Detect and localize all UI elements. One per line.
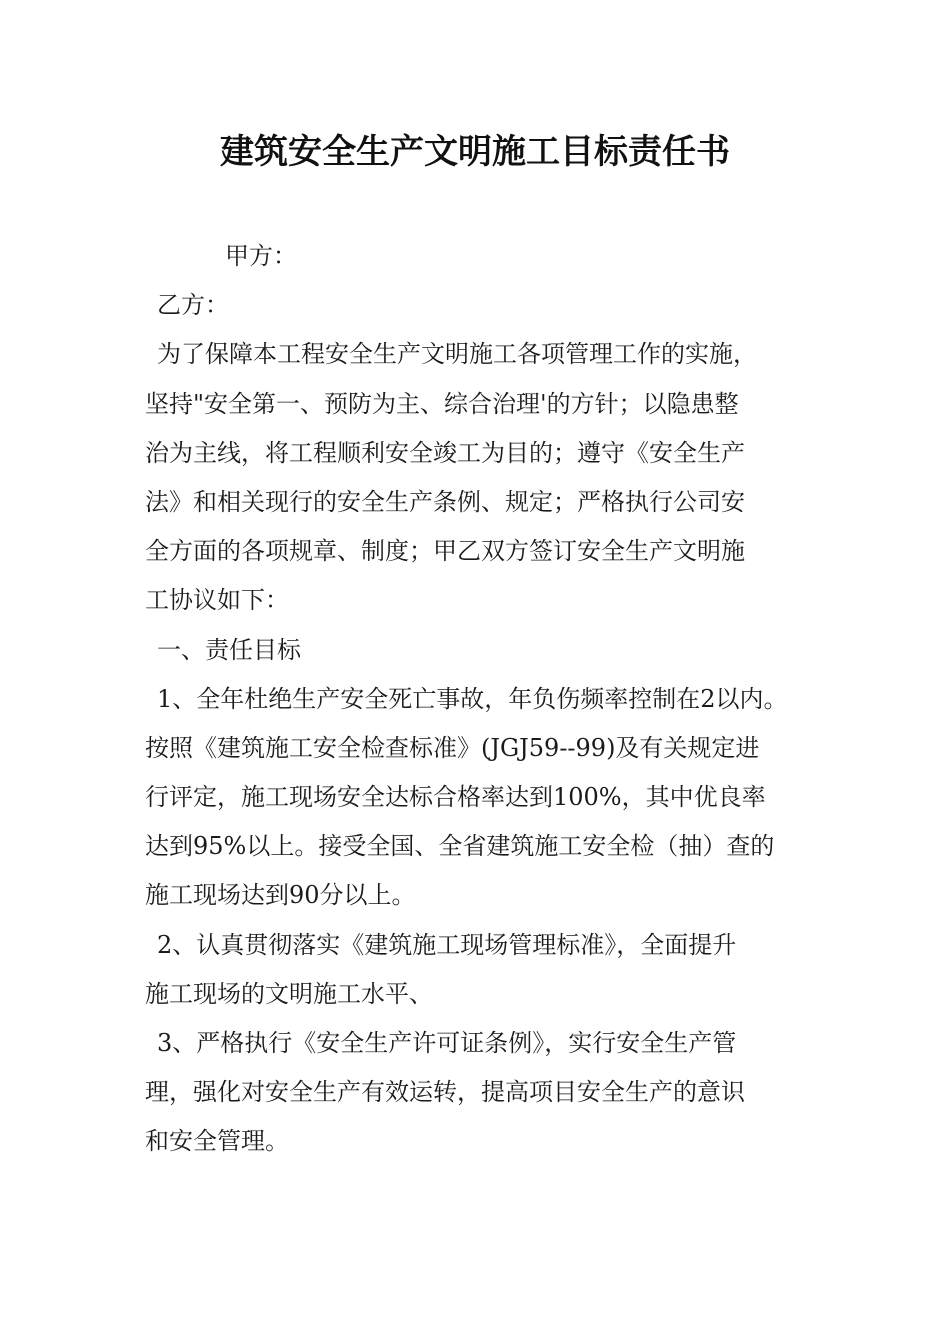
item-1-line: 达到95%以上。接受全国、全省建筑施工安全检（抽）查的: [145, 832, 775, 861]
paragraph-line: 为了保障本工程安全生产文明施工各项管理工作的实施，: [157, 340, 757, 369]
item-1-line: 行评定，施工现场安全达标合格率达到100%，其中优良率: [145, 783, 766, 812]
item-2-line: 2、认真贯彻落实《建筑施工现场管理标准》，全面提升: [157, 930, 737, 959]
paragraph-line: 法》和相关现行的安全生产条例、规定；严格执行公司安: [145, 487, 745, 516]
party-b-line: 乙方：: [157, 291, 229, 320]
section-heading: 一、责任目标: [157, 635, 301, 664]
item-2-line: 施工现场的文明施工水平、: [145, 979, 433, 1008]
item-3-line: 和安全管理。: [145, 1127, 289, 1156]
document-title: 建筑安全生产文明施工目标责任书: [220, 132, 730, 172]
paragraph-line: 坚持"安全第一、预防为主、综合治理'的方针；以隐患整: [145, 389, 739, 418]
item-3-line: 理，强化对安全生产有效运转，提高项目安全生产的意识: [145, 1078, 745, 1107]
party-a-line: 甲方：: [225, 242, 297, 270]
paragraph-line: 工协议如下：: [145, 586, 289, 615]
paragraph-line: 全方面的各项规章、制度；甲乙双方签订安全生产文明施: [145, 537, 745, 566]
item-1-line: 施工现场达到90分以上。: [145, 881, 416, 910]
item-1-line: 按照《建筑施工安全检查标准》(JGJ59--99)及有关规定进: [145, 733, 760, 762]
document-body: [145, 232, 825, 1167]
item-1-line: 1、全年杜绝生产安全死亡事故，年负伤频率控制在2以内。: [157, 684, 788, 713]
item-3-line: 3、严格执行《安全生产许可证条例》，实行安全生产管: [157, 1029, 737, 1057]
paragraph-line: 治为主线，将工程顺利安全竣工为目的；遵守《安全生产: [145, 438, 745, 467]
